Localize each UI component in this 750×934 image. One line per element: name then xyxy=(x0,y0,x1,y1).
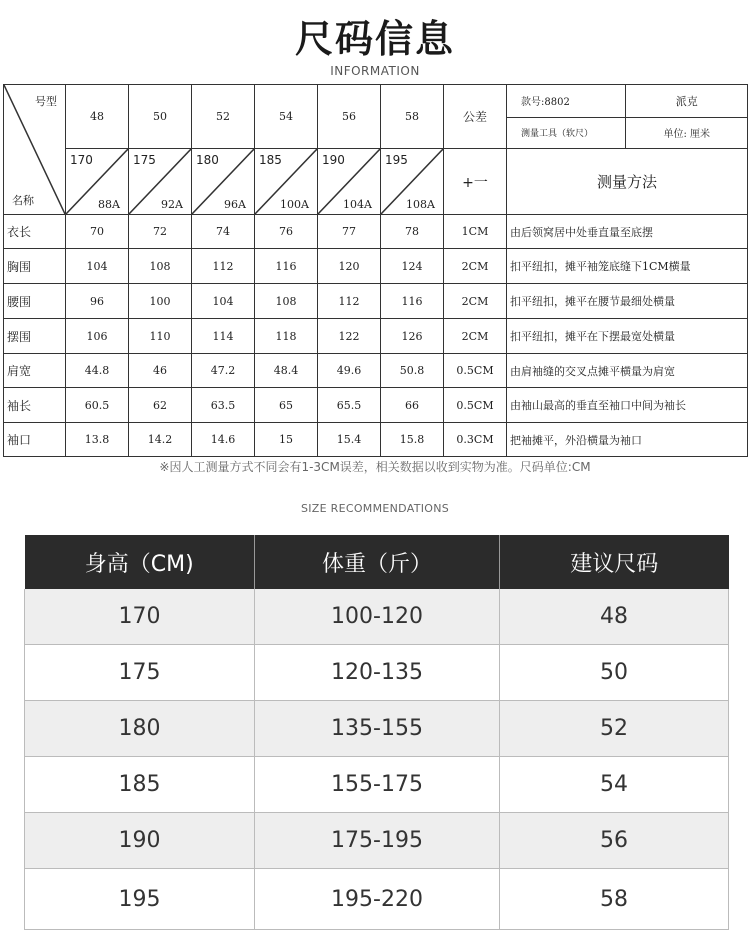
row-name: 摆围 xyxy=(4,319,66,354)
recommendations-title: SIZE RECOMMENDATIONS xyxy=(300,502,450,515)
header-corner-cell xyxy=(4,85,66,215)
row-name: 肩宽 xyxy=(4,354,66,388)
row-value: 110 xyxy=(129,319,192,354)
row-value: 112 xyxy=(318,284,381,319)
chest-code: 88A xyxy=(98,198,120,211)
height-value: 195 xyxy=(385,153,408,167)
weight-cell: 135-155 xyxy=(255,701,500,757)
row-value: 65 xyxy=(255,388,318,423)
page-title: 尺码信息 xyxy=(294,17,455,61)
row-value: 70 xyxy=(66,215,129,249)
row-value: 122 xyxy=(318,319,381,354)
column-header-weight: 体重（斤） xyxy=(255,535,500,589)
row-value: 63.5 xyxy=(192,388,255,423)
row-value: 78 xyxy=(381,215,444,249)
row-name: 衣长 xyxy=(4,215,66,249)
height-cell: 180 xyxy=(25,701,255,757)
row-value: 62 xyxy=(129,388,192,423)
style-name: 派克 xyxy=(625,85,748,117)
row-value: 76 xyxy=(255,215,318,249)
weight-cell: 100-120 xyxy=(255,589,500,645)
product-info-table xyxy=(507,85,748,148)
size-cell: 58 xyxy=(500,869,729,930)
chest-code: 100A xyxy=(280,198,309,211)
measurement-note: ※因人工测量方式不同会有1-3CM误差，相关数据以收到实物为准。尺码单位:CM xyxy=(159,460,591,474)
row-value: 116 xyxy=(255,249,318,284)
row-value: 72 xyxy=(129,215,192,249)
row-method: 扣平纽扣，摊平在腰节最细处横量 xyxy=(507,284,748,319)
row-name: 腰围 xyxy=(4,284,66,319)
row-tolerance: 2CM xyxy=(444,319,507,354)
row-value: 48.4 xyxy=(255,354,318,388)
height-chest-cell xyxy=(255,149,318,215)
column-header-height: 身高（CM) xyxy=(25,535,255,589)
row-value: 120 xyxy=(318,249,381,284)
row-tolerance: 0.5CM xyxy=(444,354,507,388)
table-row xyxy=(4,354,748,388)
weight-cell: 120-135 xyxy=(255,645,500,701)
row-value: 14.6 xyxy=(192,423,255,457)
height-chest-cell xyxy=(66,149,129,215)
size-header: 54 xyxy=(255,85,318,149)
table-row xyxy=(25,813,729,869)
row-value: 116 xyxy=(381,284,444,319)
height-cell: 175 xyxy=(25,645,255,701)
height-chest-cell xyxy=(381,149,444,215)
tolerance-header: 公差 xyxy=(444,85,507,149)
table-row xyxy=(4,319,748,354)
row-name: 胸围 xyxy=(4,249,66,284)
table-row xyxy=(4,423,748,457)
row-value: 118 xyxy=(255,319,318,354)
row-value: 50.8 xyxy=(381,354,444,388)
size-cell: 48 xyxy=(500,589,729,645)
row-tolerance: 0.5CM xyxy=(444,388,507,423)
table-row xyxy=(4,284,748,319)
table-row xyxy=(4,215,748,249)
row-value: 126 xyxy=(381,319,444,354)
height-cell: 195 xyxy=(25,869,255,930)
row-value: 15.8 xyxy=(381,423,444,457)
size-recommendation-table xyxy=(24,535,729,930)
size-header: 58 xyxy=(381,85,444,149)
table-row xyxy=(25,757,729,813)
height-chest-cell xyxy=(318,149,381,215)
size-header: 56 xyxy=(318,85,381,149)
height-value: 185 xyxy=(259,153,282,167)
size-header: 48 xyxy=(66,85,129,149)
row-name: 袖长 xyxy=(4,388,66,423)
row-value: 77 xyxy=(318,215,381,249)
measurement-table xyxy=(3,84,748,457)
row-value: 106 xyxy=(66,319,129,354)
height-value: 180 xyxy=(196,153,219,167)
row-value: 108 xyxy=(129,249,192,284)
row-value: 104 xyxy=(66,249,129,284)
row-method: 由肩袖缝的交叉点摊平横量为肩宽 xyxy=(507,354,748,388)
row-value: 108 xyxy=(255,284,318,319)
row-tolerance: 1CM xyxy=(444,215,507,249)
row-method: 由袖山最高的垂直至袖口中间为袖长 xyxy=(507,388,748,423)
height-cell: 190 xyxy=(25,813,255,869)
table-row xyxy=(25,645,729,701)
row-value: 74 xyxy=(192,215,255,249)
chest-code: 96A xyxy=(224,198,246,211)
size-cell: 50 xyxy=(500,645,729,701)
model-number: 款号:8802 xyxy=(507,85,625,117)
height-value: 190 xyxy=(322,153,345,167)
row-value: 49.6 xyxy=(318,354,381,388)
size-header: 50 xyxy=(129,85,192,149)
row-value: 46 xyxy=(129,354,192,388)
chest-code: 108A xyxy=(406,198,435,211)
table-row xyxy=(25,701,729,757)
row-value: 60.5 xyxy=(66,388,129,423)
row-value: 104 xyxy=(192,284,255,319)
row-value: 114 xyxy=(192,319,255,354)
row-name: 袖口 xyxy=(4,423,66,457)
height-chest-cell xyxy=(129,149,192,215)
size-cell: 54 xyxy=(500,757,729,813)
row-value: 66 xyxy=(381,388,444,423)
height-value: 170 xyxy=(70,153,93,167)
table-row xyxy=(25,589,729,645)
height-chest-cell xyxy=(192,149,255,215)
unit-label: 单位: 厘米 xyxy=(663,129,711,141)
row-value: 44.8 xyxy=(66,354,129,388)
chest-code: 104A xyxy=(343,198,372,211)
size-cell: 56 xyxy=(500,813,729,869)
table-row xyxy=(4,388,748,423)
page-subtitle: INFORMATION xyxy=(330,64,420,78)
weight-cell: 155-175 xyxy=(255,757,500,813)
size-header: 52 xyxy=(192,85,255,149)
row-value: 112 xyxy=(192,249,255,284)
row-value: 100 xyxy=(129,284,192,319)
row-value: 47.2 xyxy=(192,354,255,388)
row-method: 由后领窝居中处垂直量至底摆 xyxy=(507,215,748,249)
height-cell: 170 xyxy=(25,589,255,645)
row-value: 13.8 xyxy=(66,423,129,457)
row-value: 15 xyxy=(255,423,318,457)
weight-cell: 195-220 xyxy=(255,869,500,930)
height-value: 175 xyxy=(133,153,156,167)
product-info-cell xyxy=(507,85,748,149)
column-header-size: 建议尺码 xyxy=(500,535,729,589)
row-value: 65.5 xyxy=(318,388,381,423)
row-tolerance: 0.3CM xyxy=(444,423,507,457)
row-value: 96 xyxy=(66,284,129,319)
size-type-label: 号型 xyxy=(35,95,57,108)
row-value: 14.2 xyxy=(129,423,192,457)
size-cell: 52 xyxy=(500,701,729,757)
table-row xyxy=(25,869,729,930)
row-method: 把袖摊平，外沿横量为袖口 xyxy=(507,423,748,457)
name-label: 名称 xyxy=(12,194,34,207)
chest-code: 92A xyxy=(161,198,183,211)
row-tolerance: 2CM xyxy=(444,249,507,284)
row-tolerance: 2CM xyxy=(444,284,507,319)
row-method: 扣平纽扣，摊平袖笼底缝下1CM横量 xyxy=(507,249,748,284)
row-value: 124 xyxy=(381,249,444,284)
row-method: 扣平纽扣，摊平在下摆最宽处横量 xyxy=(507,319,748,354)
table-row xyxy=(4,249,748,284)
tolerance-symbol: +一 xyxy=(444,149,507,215)
method-header: 测量方法 xyxy=(507,149,748,215)
row-value: 15.4 xyxy=(318,423,381,457)
measuring-tool: 测量工具（软尺） xyxy=(507,117,625,148)
height-cell: 185 xyxy=(25,757,255,813)
weight-cell: 175-195 xyxy=(255,813,500,869)
